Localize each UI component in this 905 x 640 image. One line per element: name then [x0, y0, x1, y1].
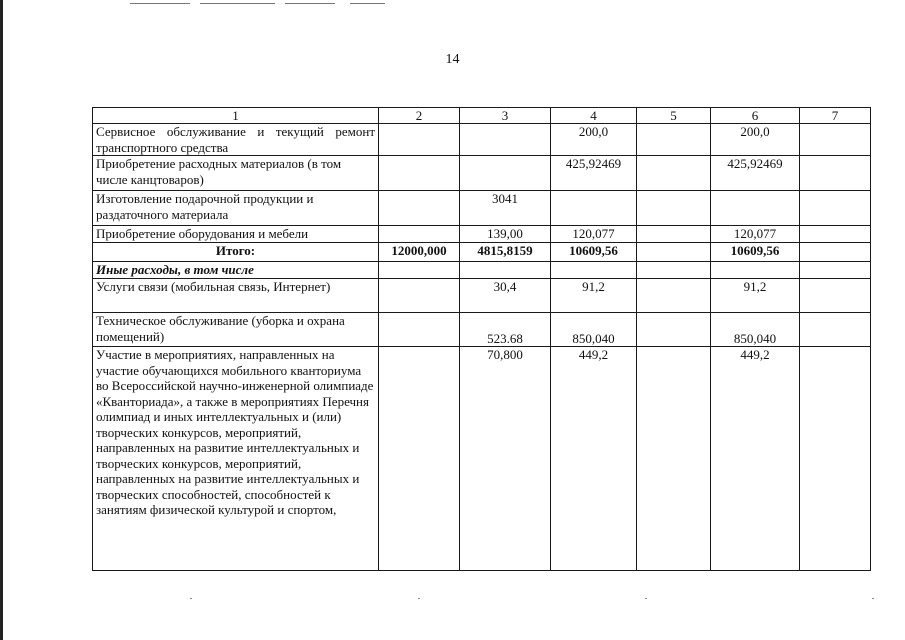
- table-cell: 91,2: [711, 279, 800, 313]
- table-cell: [379, 124, 460, 156]
- row-label: Изготовление подарочной продукции и раздаточного материала: [93, 191, 379, 226]
- table-cell: [800, 191, 871, 226]
- header-cell: 7: [800, 108, 871, 124]
- table-row: [93, 226, 871, 243]
- table-cell: [637, 279, 711, 313]
- table-cell: 70,800: [460, 347, 551, 571]
- header-cell: 1: [93, 108, 379, 124]
- table-cell: [637, 226, 711, 243]
- scan-artifact: [645, 598, 647, 599]
- table-cell: 30,4: [460, 279, 551, 313]
- header-cell: 3: [460, 108, 551, 124]
- table-cell: 425,92469: [551, 156, 637, 191]
- row-label: Техническое обслуживание (уборка и охрана помещений): [93, 313, 379, 347]
- table-cell: [460, 156, 551, 191]
- table-cell: 4815,8159: [460, 243, 551, 262]
- table-cell: [637, 243, 711, 262]
- header-cell: 4: [551, 108, 637, 124]
- table-cell: 449,2: [711, 347, 800, 571]
- table-cell: 12000,000: [379, 243, 460, 262]
- table-cell: [800, 226, 871, 243]
- scan-artifact: [190, 598, 192, 599]
- table-cell: [800, 279, 871, 313]
- budget-table: [92, 107, 871, 571]
- table-row: [93, 279, 871, 313]
- table-row: [93, 191, 871, 226]
- table-cell: 10609,56: [551, 243, 637, 262]
- table-cell: 200,0: [711, 124, 800, 156]
- header-cell: 5: [637, 108, 711, 124]
- table-cell: 200,0: [551, 124, 637, 156]
- row-label: Приобретение оборудования и мебели: [93, 226, 379, 243]
- table-cell: [637, 156, 711, 191]
- table-cell: [637, 313, 711, 347]
- table-row: [93, 124, 871, 156]
- table-cell: [379, 313, 460, 347]
- table-cell: [379, 347, 460, 571]
- table-cell: 120,077: [551, 226, 637, 243]
- table-cell: 120,077: [711, 226, 800, 243]
- table-cell: [800, 156, 871, 191]
- row-label: Приобретение расходных материалов (в том числе канцтоваров): [93, 156, 379, 191]
- scan-artifact: [350, 3, 385, 4]
- scan-artifact: [200, 3, 275, 4]
- header-cell: 2: [379, 108, 460, 124]
- table-cell: [379, 156, 460, 191]
- table-cell: [800, 262, 871, 279]
- table-cell: [460, 124, 551, 156]
- table-cell: 850,040: [551, 313, 637, 347]
- section-label: Иные расходы, в том числе: [93, 262, 379, 279]
- scan-artifact: [130, 3, 190, 4]
- table-cell: [379, 279, 460, 313]
- table-cell: [637, 191, 711, 226]
- table-cell: 91,2: [551, 279, 637, 313]
- table-cell: [379, 262, 460, 279]
- row-label: Услуги связи (мобильная связь, Интернет): [93, 279, 379, 313]
- table-cell: 850,040: [711, 313, 800, 347]
- row-label: Участие в мероприятиях, направленных на участие обучающихся мобильного кванториума во Всероссийской научно-инженерной олимпиаде «Кванториада», а также в мероприятиях Перечня олимпиад и иных интеллектуальных и (или) творческих конкурсов, мероприятий, направленных на развитие интеллектуальных и творческих конкурсов, мероприятий, направленных на развитие интеллектуальных и творческих способностей, способностей к занятиям физической культурой и спортом,: [93, 347, 379, 571]
- table-cell: [711, 262, 800, 279]
- header-cell: 6: [711, 108, 800, 124]
- table-cell: 449,2: [551, 347, 637, 571]
- table-cell: [637, 262, 711, 279]
- table-cell: [800, 347, 871, 571]
- scan-edge-bar: [0, 0, 3, 640]
- table-cell: [551, 191, 637, 226]
- table-cell: [800, 124, 871, 156]
- table-cell: 425,92469: [711, 156, 800, 191]
- table-row: [93, 156, 871, 191]
- table-cell: [379, 226, 460, 243]
- table-cell: [711, 191, 800, 226]
- table-cell: [637, 347, 711, 571]
- scan-artifact: [418, 598, 420, 599]
- table-cell: 139,00: [460, 226, 551, 243]
- page-number: 14: [445, 52, 460, 67]
- table-cell: [800, 313, 871, 347]
- total-label: Итого:: [93, 243, 379, 262]
- table-cell: 10609,56: [711, 243, 800, 262]
- row-label: Сервисное обслуживание и текущий ремонт транспортного средства: [93, 124, 379, 156]
- table-row: [93, 347, 871, 571]
- table-cell: [800, 243, 871, 262]
- table-cell: [460, 262, 551, 279]
- table-cell: [551, 262, 637, 279]
- scan-artifact: [285, 3, 335, 4]
- table-cell: 523.68: [460, 313, 551, 347]
- table-row: [93, 313, 871, 347]
- table-cell: 3041: [460, 191, 551, 226]
- table-cell: [379, 191, 460, 226]
- scan-artifact: [872, 598, 874, 599]
- total-row: [93, 243, 871, 262]
- table-cell: [637, 124, 711, 156]
- column-number-header: [93, 108, 871, 124]
- section-row: [93, 262, 871, 279]
